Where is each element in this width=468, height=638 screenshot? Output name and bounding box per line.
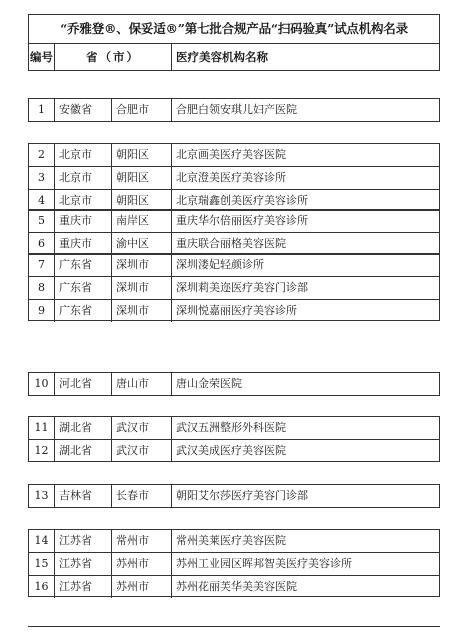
table-row: [29, 232, 439, 255]
province-group: [28, 209, 440, 255]
row-province: 吉林省: [55, 485, 112, 507]
row-organization: 武汉美成医疗美容医院: [176, 444, 286, 457]
province-group: [28, 253, 440, 321]
row-number: 12: [29, 440, 55, 462]
province-group: [28, 416, 440, 462]
row-number: 3: [29, 167, 55, 189]
row-number: 8: [29, 277, 55, 299]
row-province: 北京市: [55, 190, 112, 212]
bottom-rule: [28, 626, 440, 627]
row-city: 朝阳区: [112, 167, 172, 189]
row-organization: 北京画美医疗美容医院: [176, 148, 286, 161]
row-province: 广东省: [55, 300, 112, 322]
row-city: 武汉市: [112, 440, 172, 462]
row-number: 6: [29, 233, 55, 255]
province-group: [28, 98, 440, 122]
table-row: [29, 210, 439, 232]
row-number: 2: [29, 144, 55, 166]
row-number: 13: [29, 485, 55, 507]
row-province: 江苏省: [55, 553, 112, 575]
row-province: 北京市: [55, 144, 112, 166]
table-row: [29, 166, 439, 189]
row-city: 苏州市: [112, 576, 172, 598]
document-title: “乔雅登®、保妥适®”第七批合规产品“扫码验真”试点机构名录: [28, 14, 440, 44]
row-number: 9: [29, 300, 55, 322]
row-province: 广东省: [55, 277, 112, 299]
province-group: [28, 143, 440, 211]
row-organization: 苏州花丽芙华美美容医院: [176, 580, 297, 593]
row-number: 16: [29, 576, 55, 598]
row-number: 11: [29, 417, 55, 439]
row-province: 湖北省: [55, 417, 112, 439]
row-city: 合肥市: [112, 99, 172, 121]
row-city: 深圳市: [112, 254, 172, 276]
row-city: 深圳市: [112, 300, 172, 322]
row-organization: 合肥白领安琪儿妇产医院: [176, 103, 297, 116]
row-organization: 深圳溇妃轻颜诊所: [176, 258, 264, 271]
header-organization: 医疗美容机构名称: [176, 50, 268, 64]
row-province: 江苏省: [55, 530, 112, 552]
row-province: 河北省: [55, 373, 112, 395]
table-row: [29, 552, 439, 575]
row-organization: 北京澄美医疗美容诊所: [176, 171, 286, 184]
row-number: 4: [29, 190, 55, 212]
province-group: [28, 372, 440, 396]
province-group: [28, 529, 440, 597]
row-province: 重庆市: [55, 210, 112, 232]
row-city: 苏州市: [112, 553, 172, 575]
row-city: 武汉市: [112, 417, 172, 439]
table-row: [29, 276, 439, 299]
table-row: [29, 485, 439, 507]
row-province: 北京市: [55, 167, 112, 189]
row-number: 7: [29, 254, 55, 276]
row-organization: 深圳悦嘉丽医疗美容诊所: [176, 304, 297, 317]
row-city: 南岸区: [112, 210, 172, 232]
row-province: 重庆市: [55, 233, 112, 255]
row-city: 渝中区: [112, 233, 172, 255]
table-row: [29, 254, 439, 276]
row-organization: 朝阳艾尔莎医疗美容门诊部: [176, 489, 308, 502]
table-row: [29, 575, 439, 598]
row-city: 长春市: [112, 485, 172, 507]
row-province: 江苏省: [55, 576, 112, 598]
province-group: [28, 484, 440, 508]
header-province-city: 省（市）: [55, 44, 172, 70]
row-organization: 北京瑞鑫创美医疗美容诊所: [176, 194, 308, 207]
table-row: [29, 99, 439, 121]
row-city: 深圳市: [112, 277, 172, 299]
table-row: [29, 373, 439, 395]
row-city: 唐山市: [112, 373, 172, 395]
row-province: 安徽省: [55, 99, 112, 121]
table-row: [29, 417, 439, 439]
row-organization: 重庆华尔倍丽医疗美容诊所: [176, 214, 308, 227]
table-row: [29, 144, 439, 166]
row-organization: 重庆联合丽格美容医院: [176, 237, 286, 250]
row-organization: 唐山金荣医院: [176, 377, 242, 390]
row-organization: 深圳莉美迩医疗美容门诊部: [176, 281, 308, 294]
row-city: 常州市: [112, 530, 172, 552]
row-city: 朝阳区: [112, 144, 172, 166]
row-number: 14: [29, 530, 55, 552]
row-organization: 常州美莱医疗美容医院: [176, 534, 286, 547]
header-number: 编号: [29, 44, 55, 70]
table-header: [28, 43, 440, 71]
table-row: [29, 299, 439, 322]
row-number: 1: [29, 99, 55, 121]
row-number: 15: [29, 553, 55, 575]
row-organization: 武汉五洲整形外科医院: [176, 421, 286, 434]
row-city: 朝阳区: [112, 190, 172, 212]
row-number: 10: [29, 373, 55, 395]
table-row: [29, 439, 439, 462]
row-province: 广东省: [55, 254, 112, 276]
row-province: 湖北省: [55, 440, 112, 462]
table-row: [29, 530, 439, 552]
row-number: 5: [29, 210, 55, 232]
row-organization: 苏州工业园区晖邦智美医疗美容诊所: [176, 557, 352, 570]
